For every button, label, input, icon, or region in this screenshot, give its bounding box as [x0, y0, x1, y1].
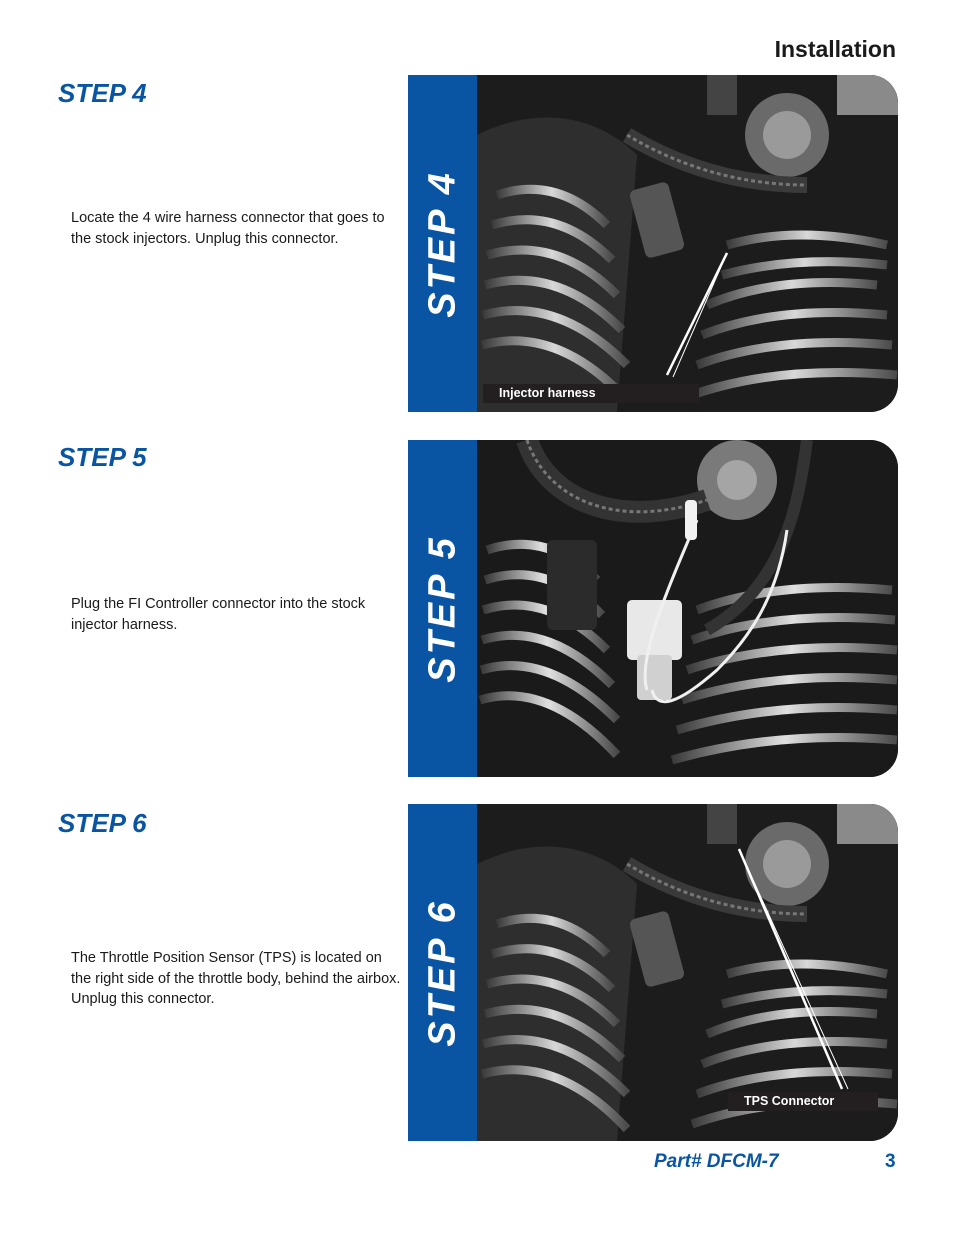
- tps-connector-callout: TPS Connector: [728, 1092, 878, 1111]
- step-4-photo: [477, 75, 898, 412]
- step-6-photo: [477, 804, 898, 1141]
- step-6-band: [408, 804, 477, 1141]
- injector-harness-callout: Injector harness: [483, 384, 699, 403]
- step-5-band-label: STEP 5: [421, 534, 463, 683]
- step-6-panel: [408, 804, 898, 1141]
- step-4-panel: [408, 75, 898, 412]
- step-5-band: [408, 440, 477, 777]
- section-title: Installation: [774, 36, 896, 62]
- step-6-text: The Throttle Position Sensor (TPS) is located on the right side of the throttle body, behind the airbox. Unplug this connector.: [71, 950, 401, 1007]
- step-5-heading: STEP 5: [58, 442, 147, 472]
- step-5-text: Plug the FI Controller connector into the stock injector harness.: [71, 596, 366, 633]
- step-4-band: [408, 75, 477, 412]
- step-6-heading: STEP 6: [58, 808, 147, 838]
- step-4-heading: STEP 4: [58, 78, 147, 108]
- step-4-band-label: STEP 4: [421, 169, 463, 318]
- step-6-band-label: STEP 6: [421, 898, 463, 1047]
- footer-page-number: 3: [885, 1151, 896, 1172]
- footer-part-number: Part# DFCM-7: [654, 1151, 779, 1172]
- step-5-photo: [477, 440, 898, 777]
- step-4-text: Locate the 4 wire harness connector that goes to the stock injectors. Unplug this connector.: [71, 210, 385, 247]
- step-5-panel: [408, 440, 898, 777]
